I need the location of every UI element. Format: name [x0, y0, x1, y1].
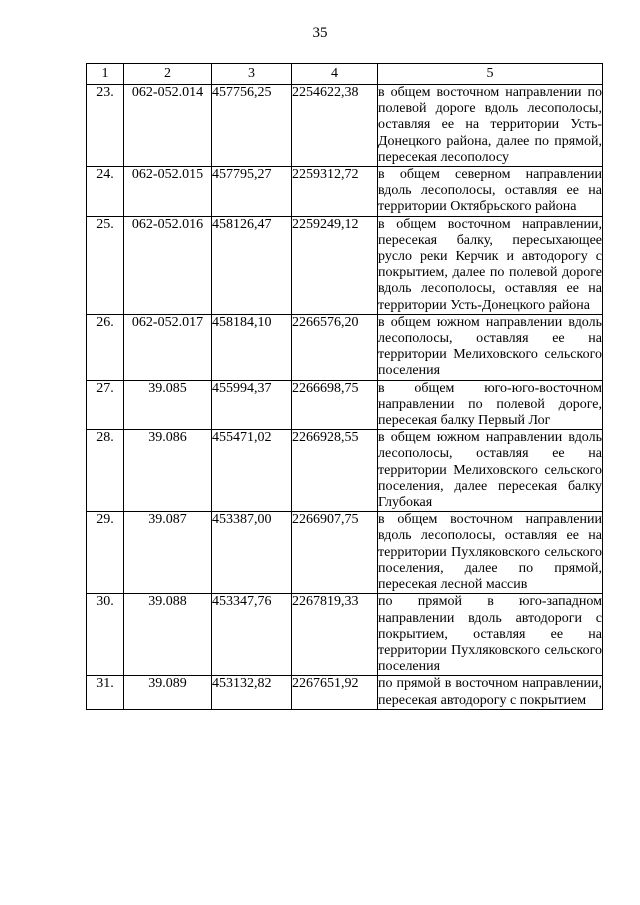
boundary-points-table [86, 63, 603, 710]
coordinate-x: 453387,00 [212, 512, 292, 594]
row-number: 31. [87, 676, 124, 709]
coordinate-y: 2267651,92 [292, 676, 378, 709]
coordinate-x: 457756,25 [212, 85, 292, 167]
table-row [87, 167, 603, 217]
route-description: в общем восточном направлении, пересекая балку, пересыхающее русло реки Керчик и автодорогу с покрытием, далее по полевой дороге вдоль лесополосы, оставляя ее на территории Усть-Донецкого района [378, 216, 602, 313]
point-code: 39.086 [124, 430, 212, 512]
route-description: в общем северном направлении вдоль лесополосы, оставляя ее на территории Октябрьского района [378, 167, 602, 215]
coordinate-x: 458184,10 [212, 314, 292, 380]
table-row [87, 216, 603, 314]
table-row [87, 676, 603, 709]
coordinate-y: 2267819,33 [292, 594, 378, 676]
route-description: в общем восточном направлении вдоль лесополосы, оставляя ее на территории Пухляковского сельского поселения, далее по прямой, пересекая лесной массив [378, 512, 602, 593]
route-description: в общем южном направлении вдоль лесополосы, оставляя ее на территории Мелиховского сельского поселения [378, 314, 602, 379]
row-number: 28. [87, 430, 124, 512]
coordinate-x: 457795,27 [212, 167, 292, 217]
column-header-2: 2 [124, 64, 212, 85]
table-row [87, 85, 603, 167]
table-row [87, 380, 603, 430]
table-row [87, 430, 603, 512]
coordinate-x: 455994,37 [212, 380, 292, 430]
column-header-1: 1 [87, 64, 124, 85]
route-description: в общем южном направлении вдоль лесополосы, оставляя ее на территории Мелиховского сельского поселения, далее пересекая балку Глубокая [378, 430, 602, 511]
row-number: 29. [87, 512, 124, 594]
point-code: 062-052.015 [124, 167, 212, 217]
row-number: 23. [87, 85, 124, 167]
coordinate-x: 458126,47 [212, 216, 292, 314]
page-number: 35 [312, 25, 328, 41]
table-row [87, 512, 603, 594]
coordinate-x: 453132,82 [212, 676, 292, 709]
column-header-4: 4 [292, 64, 378, 85]
route-description: по прямой в юго-западном направлении вдоль автодороги с покрытием, оставляя ее на территории Пухляковского сельского поселения [378, 594, 602, 675]
point-code: 062-052.016 [124, 216, 212, 314]
row-number: 26. [87, 314, 124, 380]
route-description: по прямой в восточном направлении, пересекая автодорогу с покрытием [378, 676, 602, 708]
table-row [87, 594, 603, 676]
point-code: 39.089 [124, 676, 212, 709]
coordinate-y: 2266698,75 [292, 380, 378, 430]
row-number: 24. [87, 167, 124, 217]
coordinate-y: 2266907,75 [292, 512, 378, 594]
point-code: 39.087 [124, 512, 212, 594]
coordinate-y: 2254622,38 [292, 85, 378, 167]
coordinate-y: 2259249,12 [292, 216, 378, 314]
table-header-row [87, 64, 603, 85]
row-number: 25. [87, 216, 124, 314]
coordinate-y: 2266928,55 [292, 430, 378, 512]
coordinate-y: 2266576,20 [292, 314, 378, 380]
column-header-3: 3 [212, 64, 292, 85]
point-code: 39.088 [124, 594, 212, 676]
point-code: 062-052.014 [124, 85, 212, 167]
point-code: 062-052.017 [124, 314, 212, 380]
coordinate-x: 455471,02 [212, 430, 292, 512]
route-description: в общем юго-юго-восточном направлении по полевой дороге, пересекая балку Первый Лог [378, 380, 602, 429]
column-header-5: 5 [378, 64, 603, 85]
coordinate-y: 2259312,72 [292, 167, 378, 217]
coordinate-x: 453347,76 [212, 594, 292, 676]
row-number: 27. [87, 380, 124, 430]
route-description: в общем восточном направлении по полевой дороге вдоль лесополосы, оставляя ее на территории Усть-Донецкого района, далее по прямой, пересекая лесополосу [378, 85, 602, 165]
row-number: 30. [87, 594, 124, 676]
table-row [87, 314, 603, 380]
point-code: 39.085 [124, 380, 212, 430]
